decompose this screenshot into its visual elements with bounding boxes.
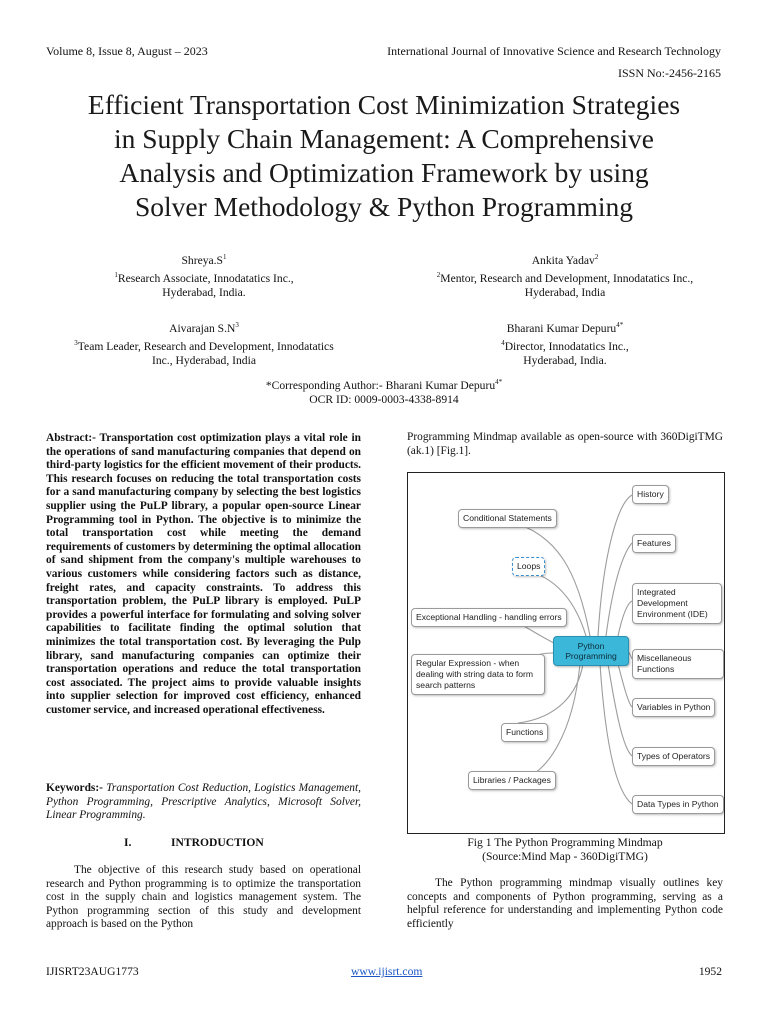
author-name: Shreya.S (181, 253, 224, 267)
right-top-text: Programming Mindmap available as open-source with 360DigiTMG (ak.1) [Fig.1]. (407, 431, 723, 457)
author-sup: 1 (223, 253, 227, 261)
keywords-text: Transportation Cost Reduction, Logistics Management, Python Programming, Prescriptive Analytics, Microsoft Solver, Linear Programming. (46, 782, 361, 822)
title-line: Solver Methodology & Python Programming (134, 191, 634, 222)
corresponding-author (46, 375, 722, 407)
connector (600, 664, 632, 804)
abstract-label: Abstract:- (46, 432, 96, 444)
title-line: in Supply Chain Management: A Comprehensive (113, 123, 654, 154)
keywords-label: Keywords:- (46, 782, 103, 794)
mindmap-node: Variables in Python (632, 698, 715, 717)
connector (618, 601, 632, 636)
author-location: Inc., Hyderabad, India (152, 353, 256, 367)
intro-paragraph (46, 864, 361, 932)
mindmap-node: Data Types in Python (632, 795, 724, 814)
issn: ISSN No:-2456-2165 (617, 66, 721, 80)
keywords (46, 782, 361, 823)
author-block-1 (46, 250, 362, 300)
author-affiliation: Research Associate, Innodatatics Inc., (117, 271, 294, 285)
author-sup: 4* (616, 321, 624, 329)
affiliation-sup: 1 (114, 270, 118, 279)
volume-info: Volume 8, Issue 8, August – 2023 (46, 44, 208, 58)
section-heading: INTRODUCTION (171, 836, 264, 849)
connector (606, 543, 632, 636)
title-line: Analysis and Optimization Framework by using (119, 157, 649, 188)
mindmap-node: Conditional Statements (458, 509, 557, 528)
mindmap-node: Types of Operators (632, 747, 715, 766)
mindmap-node: History (632, 485, 669, 504)
mindmap-node: Features (632, 534, 676, 553)
author-location: Hyderabad, India (524, 285, 606, 299)
intro-text: The objective of this research study based on operational research and Python programming is to optimize the transportation cost in the supply chain and logistics management system. The Python programming section of this study and development approach is based on the Python (46, 864, 361, 931)
right-top-paragraph (407, 431, 723, 458)
mindmap-node: Loops (512, 557, 545, 576)
mindmap-node: Regular Expression - when dealing with string data to form search patterns (411, 654, 545, 695)
connector (608, 664, 632, 756)
section-number: I. (124, 836, 132, 849)
mindmap-node: Libraries / Packages (468, 771, 556, 790)
abstract (46, 432, 361, 717)
affiliation-sup: 4 (501, 338, 505, 347)
author-location: Hyderabad, India. (162, 285, 246, 299)
mindmap-center-node: Python Programming (553, 636, 629, 666)
author-sup: 2 (594, 253, 599, 261)
author-affiliation: Mentor, Research and Development, Innodatatics Inc., (440, 271, 694, 285)
author-block-4 (400, 318, 730, 368)
figure-caption (407, 836, 723, 864)
author-name: Ankita Yadav (531, 253, 595, 267)
title-line: Efficient Transportation Cost Minimization Strategies (87, 89, 681, 120)
ocr-id: OCR ID: 0009-0003-4338-8914 (309, 392, 459, 406)
right-bottom-paragraph (407, 877, 723, 931)
author-affiliation: Director, Innodatatics Inc., (504, 339, 629, 353)
connector (598, 495, 632, 636)
paper-title (20, 88, 748, 224)
author-block-3 (46, 318, 362, 368)
mindmap-node: Integrated Development Environment (IDE) (632, 583, 722, 624)
journal-website-link[interactable]: www.ijisrt.com (351, 965, 423, 978)
mindmap-node: Functions (501, 723, 548, 742)
author-name: Aivarajan S.N (169, 321, 236, 335)
author-affiliation: Team Leader, Research and Development, Innodatatics (77, 339, 334, 353)
affiliation-sup: 3 (74, 338, 78, 347)
corresponding-text: *Corresponding Author:- Bharani Kumar Depuru (265, 378, 496, 392)
figure-caption-title: Fig 1 The Python Programming Mindmap (467, 836, 663, 849)
paper-id: IJISRT23AUG1773 (46, 965, 139, 978)
affiliation-sup: 2 (436, 270, 441, 279)
right-bottom-text: The Python programming mindmap visually outlines key concepts and components of Python programming, serving as a helpful reference for understanding and implementing Python code efficiently (407, 877, 723, 930)
mindmap-node: Exceptional Handling - handling errors (411, 608, 567, 627)
mindmap-figure (407, 472, 725, 834)
author-name: Bharani Kumar Depuru (506, 321, 617, 335)
connector (618, 664, 632, 707)
mindmap-node: Miscellaneous Functions (632, 649, 724, 679)
journal-name: International Journal of Innovative Science and Research Technology (387, 44, 721, 58)
abstract-text: Transportation cost optimization plays a vital role in the operations of sand manufacturing companies that depend on third-party logistics for the efficient movement of their products. This research focuses on reducing the total transportation costs for a sand manufacturing company by selecting the best logistics supplier using the PuLP library, a popular open-source Linear Programming tool in Python. The objective is to minimize the total transportation cost while meeting the demand requirements of customers by determining the optimal allocation of sand shipment from the company's multiple warehouses to various customers while considering factors such as distance, freight rates, and capacity constraints. To address this transportation problem, the PuLP library is employed. PuLP provides a powerful interface for formulating and solving solver capabilities to facilitate finding the optimal solution that minimizes the total transportation cost. By leveraging the Pulp library, sand manufacturing companies can optimize their transportation operations and reduce the total transportation cost associated. The project aims to provide valuable insights into supplier selection for improved cost efficiency, enhanced customer service, and increased operational effectiveness. (46, 432, 362, 716)
figure-caption-source: (Source:Mind Map - 360DigiTMG) (482, 850, 648, 863)
author-location: Hyderabad, India. (523, 353, 607, 367)
page-number: 1952 (698, 965, 722, 978)
author-block-2 (400, 250, 730, 300)
author-sup: 3 (235, 321, 239, 329)
corresponding-sup: 4* (495, 378, 503, 386)
